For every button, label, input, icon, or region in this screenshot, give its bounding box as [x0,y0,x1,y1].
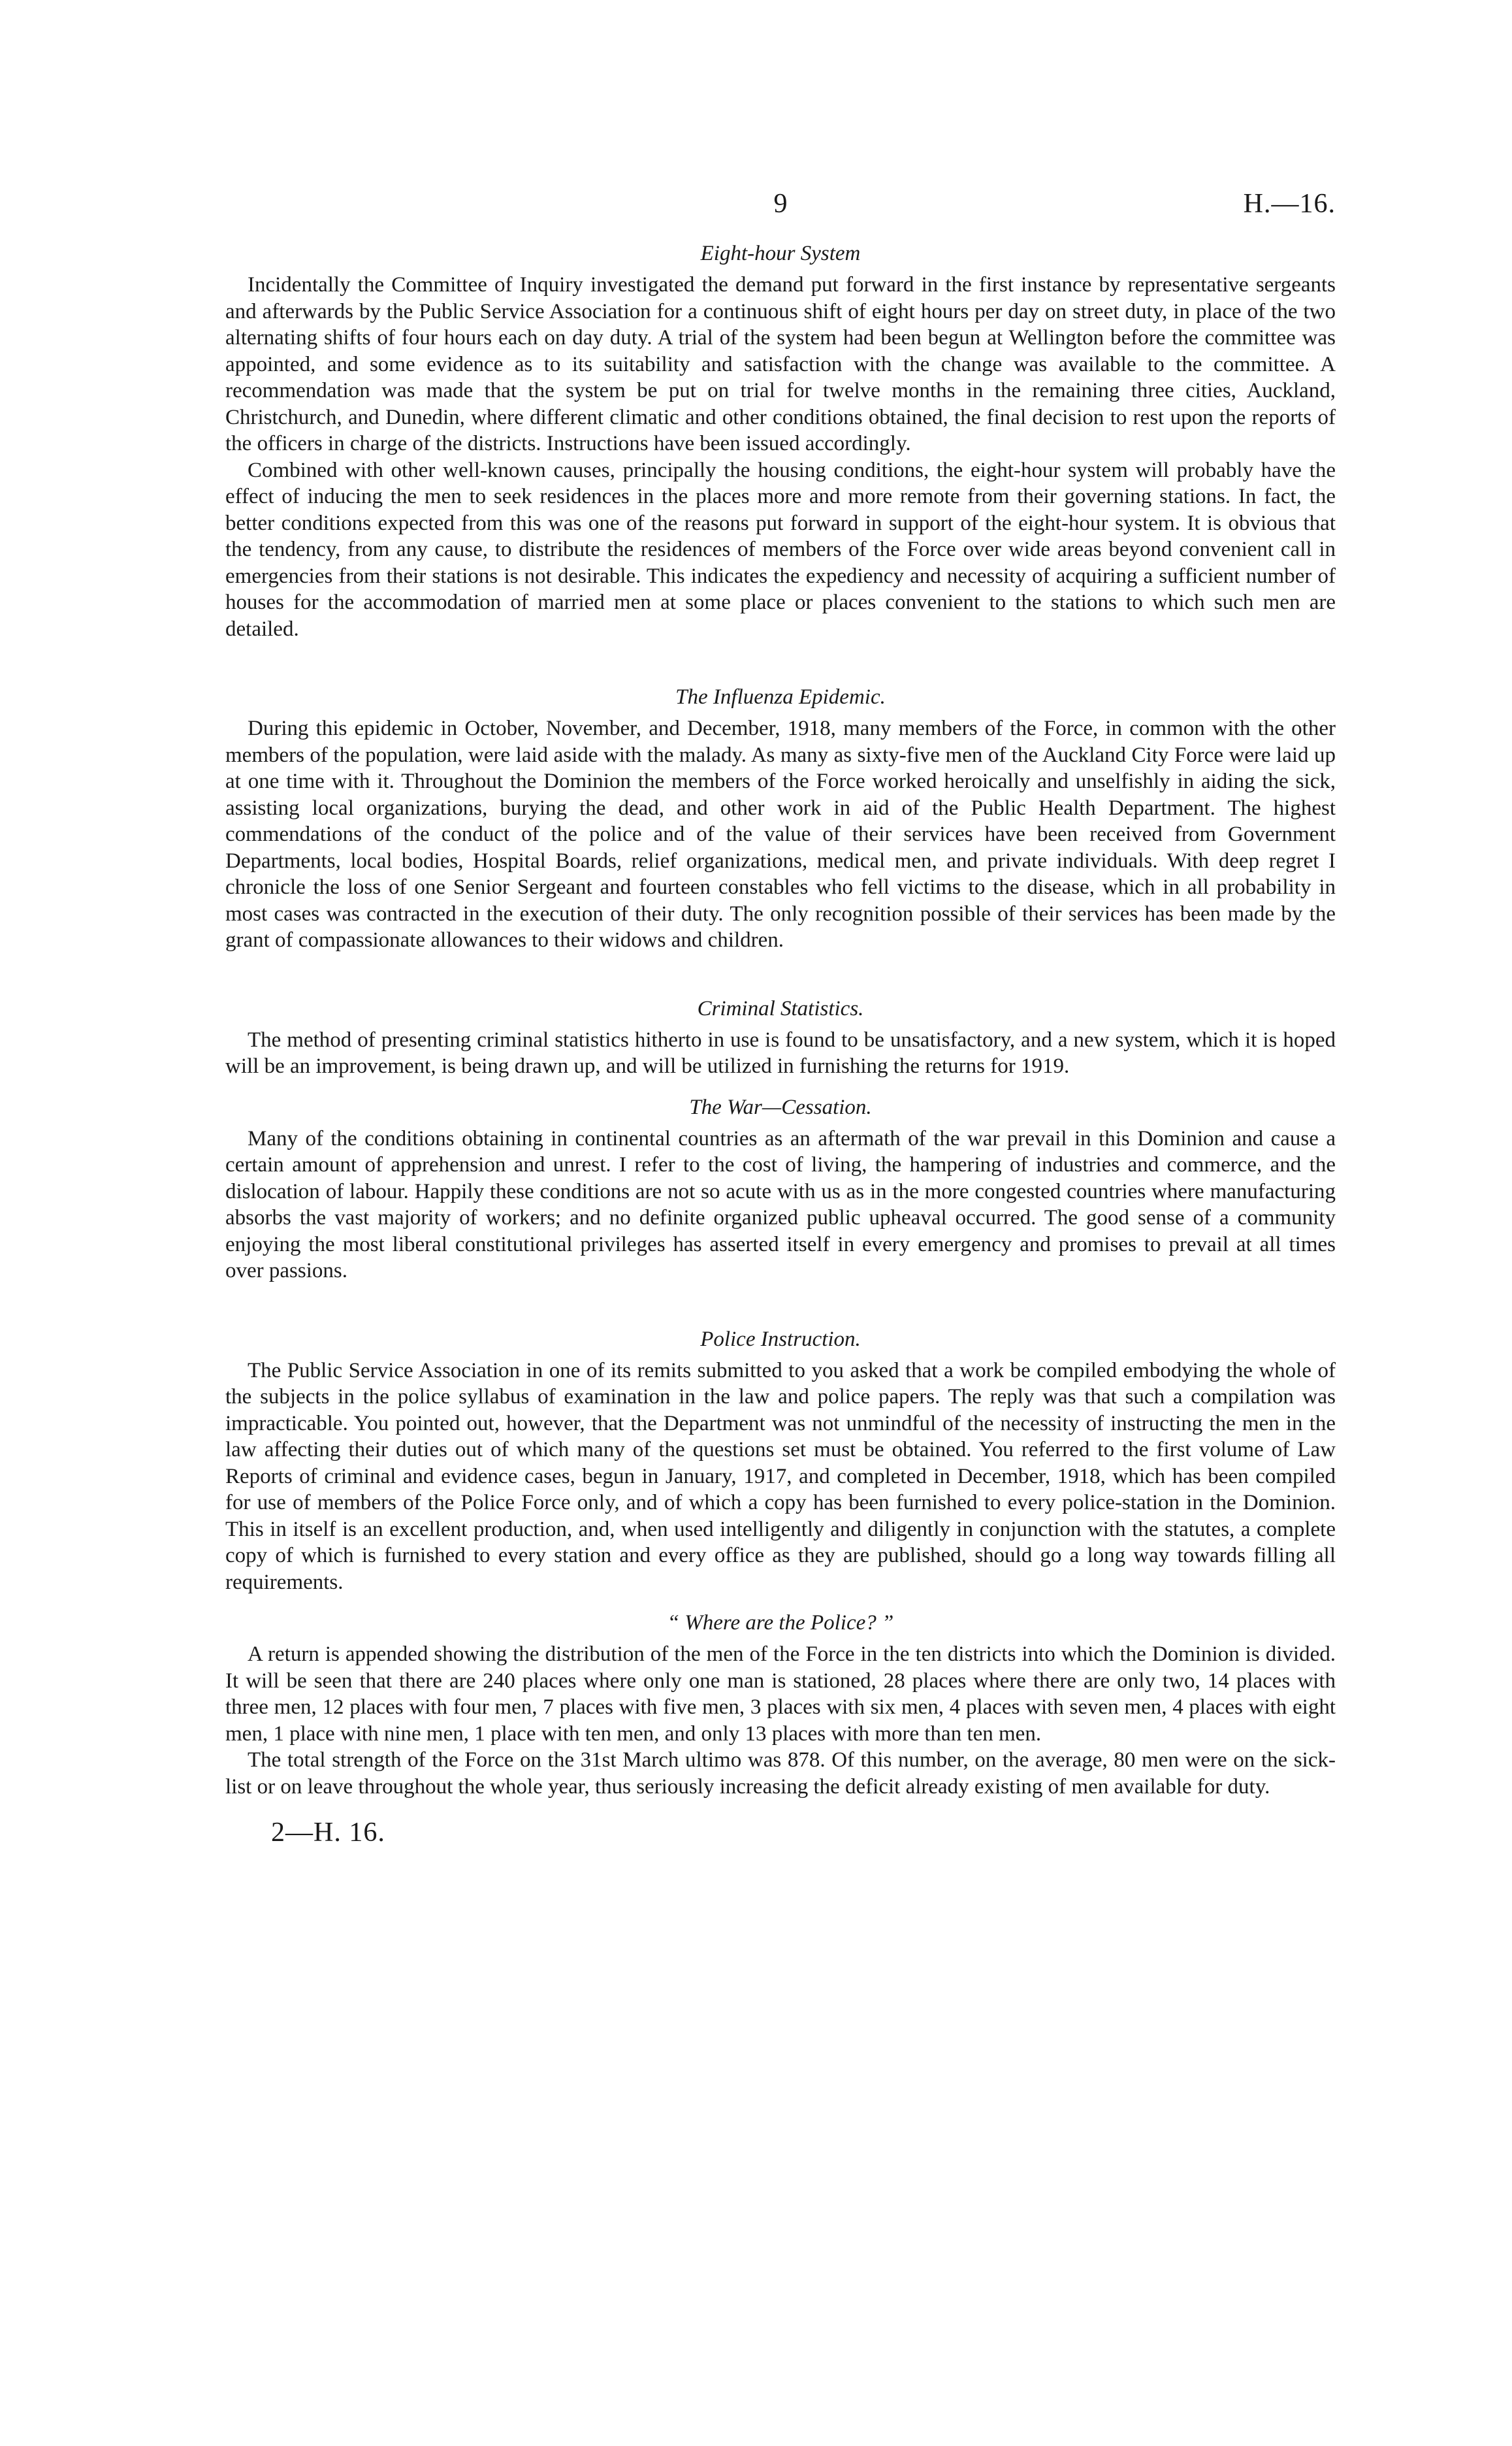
document-reference: H.—16. [1243,189,1336,219]
section-war-cessation [225,1094,1336,1284]
paragraph: Combined with other well-known causes, principally the housing conditions, the eight-hour system will probably have the effect of inducing the men to seek residences in the places more and more remote from their governing stations. In fact, the better conditions expected from this was one of the reasons put forward in support of the eight-hour system. It is obvious that the tendency, from any cause, to distribute the residences of members of the Force over wide areas beyond convenient call in emergencies from their stations is not desirable. This indicates the expediency and necessity of acquiring a sufficient number of houses for the accommodation of married men at some place or places convenient to the stations to which such men are detailed. [225,458,1336,641]
paragraph: Incidentally the Committee of Inquiry investigated the demand put forward in the first instance by representative sergeants and afterwards by the Public Service Association for a continuous shift of eight hours per day on street duty, in place of the two alternating shifts of four hours each on day duty. A trial of the system had been begun at Wellington before the committee was appointed, and some evidence as to its suitability and satisfaction with the change was available to the committee. A recommendation was made that the system be put on trial for twelve months in the remaining three cities, Auckland, Christchurch, and Dunedin, where different climatic and other conditions obtained, the final decision to rest upon the reports of the officers in charge of the districts. Instructions have been issued accordingly. [225,273,1336,455]
paragraph: The total strength of the Force on the 31st March ultimo was 878. Of this number, on the average, 80 men were on the sick-list or on leave throughout the whole year, thus seriously increasing the deficit already existing of men available for duty. [225,1748,1336,1799]
page-header [225,183,1336,222]
section-title: Criminal Statistics. [697,996,864,1020]
section-eight-hour-system [225,240,1336,642]
section-influenza-epidemic [225,684,1336,954]
document-page [225,183,1336,1848]
section-title: Police Instruction. [700,1327,861,1351]
paragraph: Many of the conditions obtaining in continental countries as an aftermath of the war prevail in this Dominion and cause a certain amount of apprehension and unrest. I refer to the cost of living, the hampering of industries and commerce, and the dislocation of labour. Happily these conditions are not so acute with us as in the more congested countries where manufacturing absorbs the vast majority of workers; and no definite organized public upheaval occurred. The good sense of a community enjoying the most liberal constitutional privileges has asserted itself in every emergency and promises to prevail at all times over passions. [225,1126,1336,1282]
page-number: 9 [773,189,788,219]
section-criminal-statistics [225,996,1336,1080]
section-where-are-the-police [225,1610,1336,1800]
paragraph: During this epidemic in October, November, and December, 1918, many members of the Force, in common with the other members of the population, were laid aside with the malady. As many as sixty-five men of the Auckland City Force were laid up at one time with it. Throughout the Dominion the members of the Force worked heroically and unselfishly in aiding the sick, assisting local organizations, burying the dead, and other work in aid of the Public Health Department. The highest commendations of the conduct of the police and of the value of their services have been received from Government Departments, local bodies, Hospital Boards, relief organizations, medical men, and private individuals. With deep regret I chronicle the loss of one Senior Sergeant and fourteen constables who fell victims to the disease, which in all probability in most cases was contracted in the execution of their duty. The only recognition possible of their services has been made by the grant of compassionate allowances to their widows and children. [225,717,1336,952]
section-title: The Influenza Epidemic. [675,685,886,709]
section-title: “ Where are the Police? ” [667,1611,894,1635]
paragraph: A return is appended showing the distribution of the men of the Force in the ten districts into which the Dominion is divided. It will be seen that there are 240 places where only one man is stationed, 28 places where there are only two, 14 places with three men, 12 places with four men, 7 places with five men, 3 places with six men, 4 places with seven men, 4 places with eight men, 1 place with nine men, 1 place with ten men, and only 13 places with more than ten men. [225,1642,1336,1746]
footer-reference: 2—H. 16. [271,1818,385,1848]
section-title: The War—Cessation. [689,1095,872,1119]
paragraph: The Public Service Association in one of its remits submitted to you asked that a work be compiled embodying the whole of the subjects in the police syllabus of examination in the law and police papers. The reply was that such a compilation was impracticable. You pointed out, however, that the Department was not unmindful of the necessity of instructing the men in the law affecting their duties out of which many of the questions set must be obtained. You referred to the first volume of Law Reports of criminal and evidence cases, begun in January, 1917, and completed in December, 1918, which has been compiled for use of members of the Police Force only, and of which a copy has been furnished to every police-station in the Dominion. This in itself is an excellent production, and, when used intelligently and diligently in conjunction with the statutes, a complete copy of which is furnished to every station and every office as they are published, should go a long way towards filling all requirements. [225,1358,1336,1594]
section-title: Eight-hour System [700,242,861,265]
section-police-instruction [225,1326,1336,1596]
paragraph: The method of presenting criminal statistics hitherto in use is found to be unsatisfactory, and a new system, which it is hoped will be an improvement, is being drawn up, and will be utilized in furnishing the returns for 1919. [225,1028,1336,1078]
